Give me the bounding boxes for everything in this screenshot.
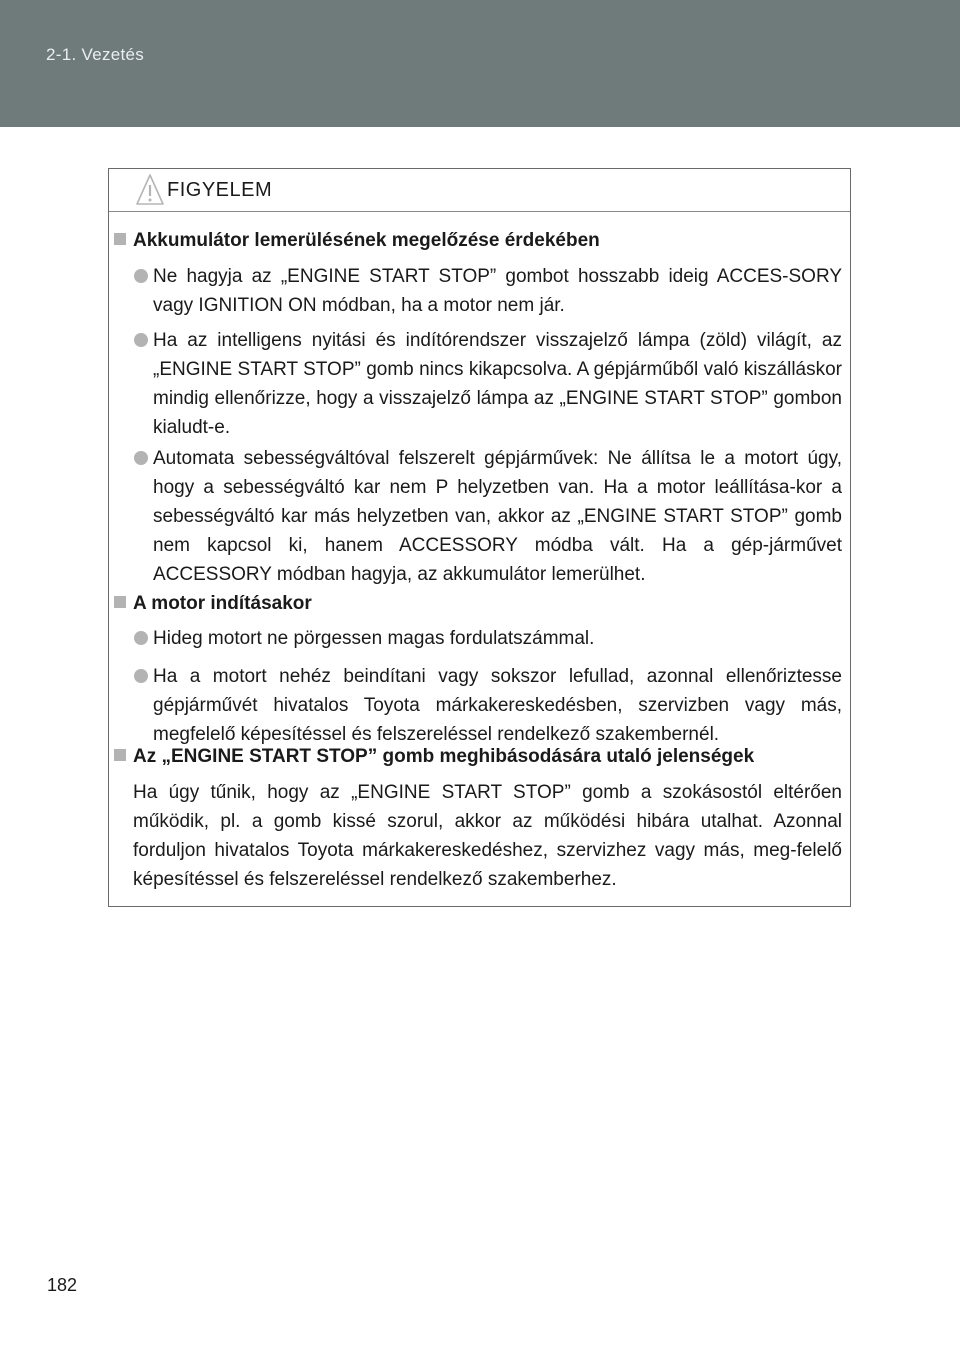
list-item: Ne hagyja az „ENGINE START STOP” gombot hosszabb ideig ACCES-SORY vagy IGNITION ON módban, ha a motor nem jár. [134, 262, 842, 320]
section-paragraph: Ha úgy tűnik, hogy az „ENGINE START STOP” gomb a szokásostól eltérően működik, pl. a gomb kissé szorul, akkor az működési hibára utalhat. Azonnal forduljon hivatalos Toyota márkakereskedéshez, szervizhez vagy más, meg-felelő képesítéssel és felszereléssel rendelkező szakemberhez. [133, 782, 842, 890]
square-bullet-icon [114, 233, 126, 245]
section-heading: A motor indításakor [114, 594, 312, 614]
warning-triangle-icon [135, 173, 165, 207]
round-bullet-icon [134, 631, 148, 645]
round-bullet-icon [134, 451, 148, 465]
warning-header [109, 169, 850, 212]
list-item: Hideg motort ne pörgessen magas fordulatszámmal. [134, 624, 842, 653]
page-number: 182 [47, 1275, 78, 1295]
square-bullet-icon [114, 749, 126, 761]
list-item: Automata sebességváltóval felszerelt gépjárművek: Ne állítsa le a motort úgy, hogy a sebességváltó kar nem P helyzetben van. Ha a motor leállítása-kor a sebességváltó kar más helyzetben van, akkor az „ENGINE START STOP” gomb nem kapcsol ki, hanem ACCESSORY módba vált. Ha a gép-járművet ACCESSORY módban hagyja, az akkumulátor lemerülhet. [134, 444, 842, 589]
square-bullet-icon [114, 596, 126, 608]
section-heading: Az „ENGINE START STOP” gomb meghibásodására utaló jelenségek [114, 747, 754, 767]
section-title: 2-1. Vezetés [46, 45, 145, 64]
round-bullet-icon [134, 333, 148, 347]
warning-box [108, 168, 851, 907]
list-item: Ha a motort nehéz beindítani vagy sokszor lefullad, azonnal ellenőriztesse gépjárművét hivatalos Toyota márkakereskedésben, szervizben vagy más, megfelelő képesítéssel és felszereléssel rendelkező szakembernél. [134, 662, 842, 749]
round-bullet-icon [134, 669, 148, 683]
list-item: Ha az intelligens nyitási és indítórendszer visszajelző lámpa (zöld) világít, az „ENGINE START STOP” gomb nincs kikapcsolva. A gépjárműből való kiszálláskor mindig ellenőrizze, hogy a visszajelző lámpa az „ENGINE START STOP” gombon kialudt-e. [134, 326, 842, 442]
section-heading: Akkumulátor lemerülésének megelőzése érdekében [114, 231, 600, 251]
warning-title: FIGYELEM [167, 179, 273, 201]
page-header [0, 0, 960, 127]
round-bullet-icon [134, 269, 148, 283]
